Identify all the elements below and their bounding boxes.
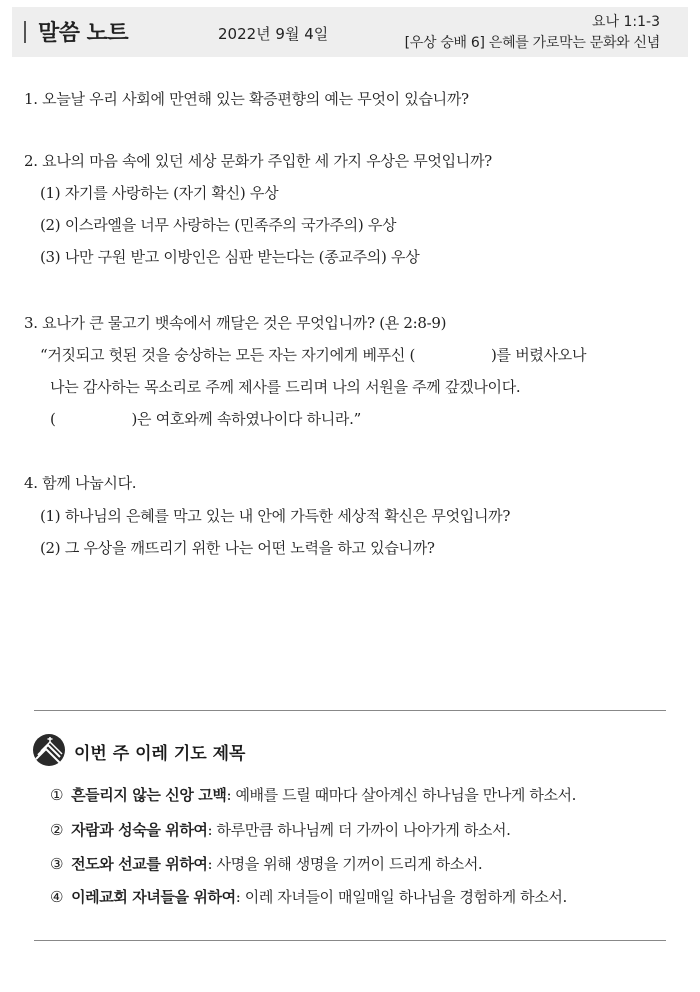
prayer-item (50, 853, 482, 874)
prayer-item-text: : 이레 자녀들이 매일매일 하나님을 경험하게 하소서. (235, 888, 567, 906)
question-2-item: (3) 나만 구원 받고 이방인은 심판 받는다는 (종교주의) 우상 (40, 248, 420, 266)
question-4-item: (2) 그 우상을 깨뜨리기 위한 나는 어떤 노력을 하고 있습니까? (40, 539, 435, 557)
question-2: 2. 요나의 마음 속에 있던 세상 문화가 주입한 세 가지 우상은 무엇입니까? (24, 152, 492, 170)
header-bar (24, 21, 26, 43)
question-1: 1. 오늘날 우리 사회에 만연해 있는 확증편향의 예는 무엇이 있습니까? (24, 90, 469, 108)
prayer-item-text: : 하루만큼 하나님께 더 가까이 나아가게 하소서. (207, 821, 511, 839)
question-2-item: (2) 이스라엘을 너무 사랑하는 (민족주의 국가주의) 우상 (40, 216, 397, 234)
verse-line: ( )은 여호와께 속하였나이다 하니라.” (50, 410, 361, 428)
prayer-item-number: ① (50, 786, 64, 804)
question-4: 4. 함께 나눕시다. (24, 474, 137, 492)
verse-line: 나는 감사하는 목소리로 주께 제사를 드리며 나의 서원을 주께 갚겠나이다. (50, 378, 521, 396)
question-4-item: (1) 하나님의 은혜를 막고 있는 내 안에 가득한 세상적 확신은 무엇입니까? (40, 507, 511, 525)
church-icon (32, 733, 66, 767)
question-2-item: (1) 자기를 사랑하는 (자기 확신) 우상 (40, 184, 279, 202)
prayer-item (50, 886, 567, 907)
scripture-reference: 요나 1:1-3 (592, 14, 660, 30)
prayer-item-heading: 흔들리지 않는 신앙 고백 (71, 786, 227, 804)
prayer-item-heading: 전도와 선교를 위하여 (71, 855, 208, 873)
sermon-subtitle: [우상 숭배 6] 은혜를 가로막는 문화와 신념 (404, 35, 660, 51)
prayer-item-text: : 사명을 위해 생명을 기꺼이 드리게 하소서. (207, 855, 483, 873)
divider (34, 710, 666, 711)
page-title: 말씀 노트 (38, 21, 129, 46)
header (12, 7, 688, 57)
prayer-item (50, 819, 510, 840)
prayer-item-heading: 자람과 성숙을 위하여 (71, 821, 208, 839)
verse-line: “거짓되고 헛된 것을 숭상하는 모든 자는 자기에게 베푸신 ( )를 버렸사오나 (40, 346, 587, 364)
prayer-title: 이번 주 이레 기도 제목 (74, 744, 246, 764)
divider (34, 940, 666, 941)
prayer-item-number: ② (50, 821, 64, 839)
question-3: 3. 요나가 큰 물고기 뱃속에서 깨달은 것은 무엇입니까? (욘 2:8-9) (24, 314, 447, 332)
prayer-item-heading: 이레교회 자녀들을 위하여 (71, 888, 236, 906)
prayer-item-number: ④ (50, 888, 64, 906)
prayer-item-text: : 예배를 드릴 때마다 살아계신 하나님을 만나게 하소서. (226, 786, 577, 804)
date: 2022년 9월 4일 (218, 25, 329, 43)
prayer-item-number: ③ (50, 855, 64, 873)
prayer-item (50, 784, 576, 805)
